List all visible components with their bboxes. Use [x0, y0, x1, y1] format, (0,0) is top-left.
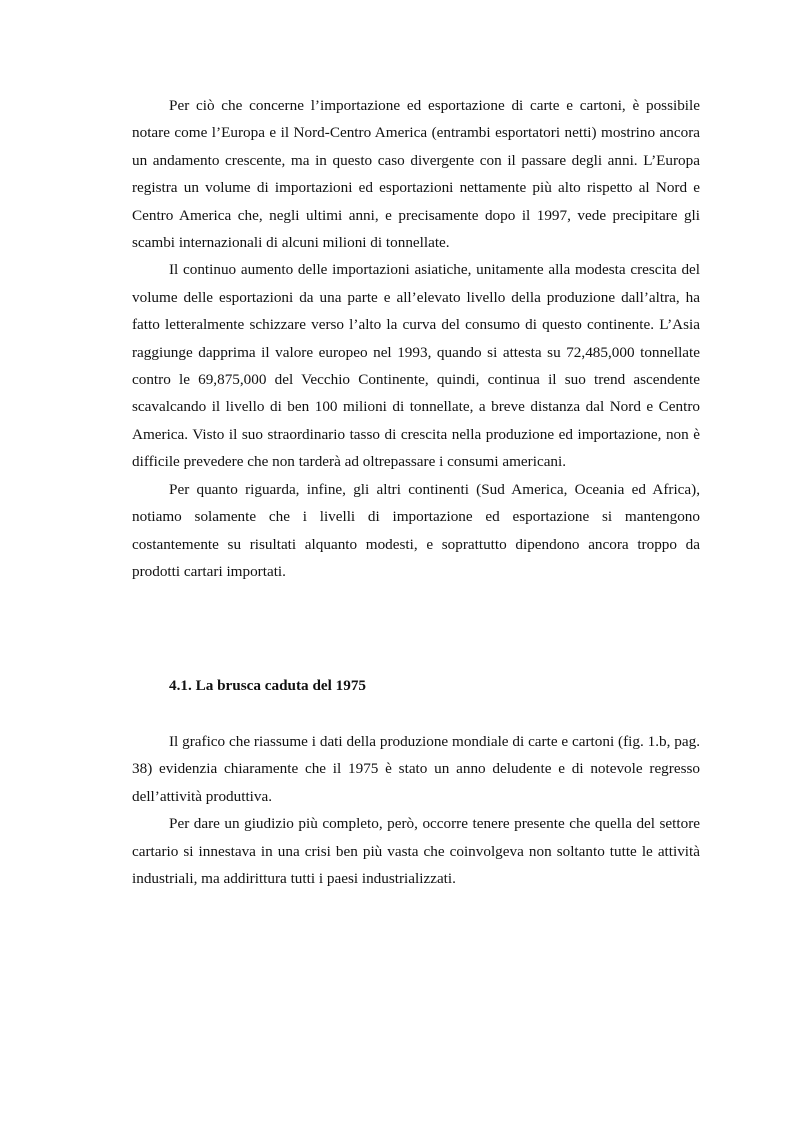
paragraph-asia-consumption: Il continuo aumento delle importazioni asiatiche, unitamente alla modesta crescita del volume delle esportazioni da una parte e all’elevato livello della produzione dall’altra, ha fatto letteralmente schizzare verso l’alto la curva del consumo di questo continente. L’Asia raggiunge dapprima il valore europeo nel 1993, quando si attesta su 72,485,000 tonnellate contro le 69,875,000 del Vecchio Continente, quindi, continua il suo trend ascendente scavalcando il livello di ben 100 milioni di tonnellate, a breve distanza dal Nord e Centro America. Visto il suo straordinario tasso di crescita nella produzione ed importazione, non è difficile prevedere che non tarderà ad oltrepassare i consumi americani. [132, 261, 700, 471]
paragraph-other-continents: Per quanto riguarda, infine, gli altri continenti (Sud America, Oceania ed Africa), notiamo solamente che i livelli di importazione ed esportazione si mantengono costantemente su risultati alquanto modesti, e soprattutto dipendono ancora troppo da prodotti cartari importati. [132, 480, 700, 580]
section-text-block [132, 728, 700, 892]
paragraph-trade-europe-america: Per ciò che concerne l’importazione ed esportazione di carte e cartoni, è possibile notare come l’Europa e il Nord-Centro America (entrambi esportatori netti) mostrino ancora un andamento crescente, ma in questo caso divergente con il passare degli anni. L’Europa registra un volume di importazioni ed esportazioni nettamente più alto rispetto al Nord e Centro America che, negli ultimi anni, e precisamente dopo il 1997, vede precipitare gli scambi internazionali di alcuni milioni di tonnellate. [132, 97, 700, 252]
paragraph-industrial-crisis: Per dare un giudizio più completo, però, occorre tenere presente che quella del settore cartario si innestava in una crisi ben più vasta che coinvolgeva non soltanto tutte le attività industriali, ma addirittura tutti i paesi industrializzati. [132, 815, 700, 888]
paragraph-world-production-chart: Il grafico che riassume i dati della produzione mondiale di carte e cartoni (fig. 1.b, pag. 38) evidenzia chiaramente che il 1975 è stato un anno deludente e di notevole regresso dell’attività produttiva. [132, 733, 700, 805]
section-title: 4.1. La brusca caduta del 1975 [169, 677, 367, 694]
intro-text-block [132, 92, 700, 585]
